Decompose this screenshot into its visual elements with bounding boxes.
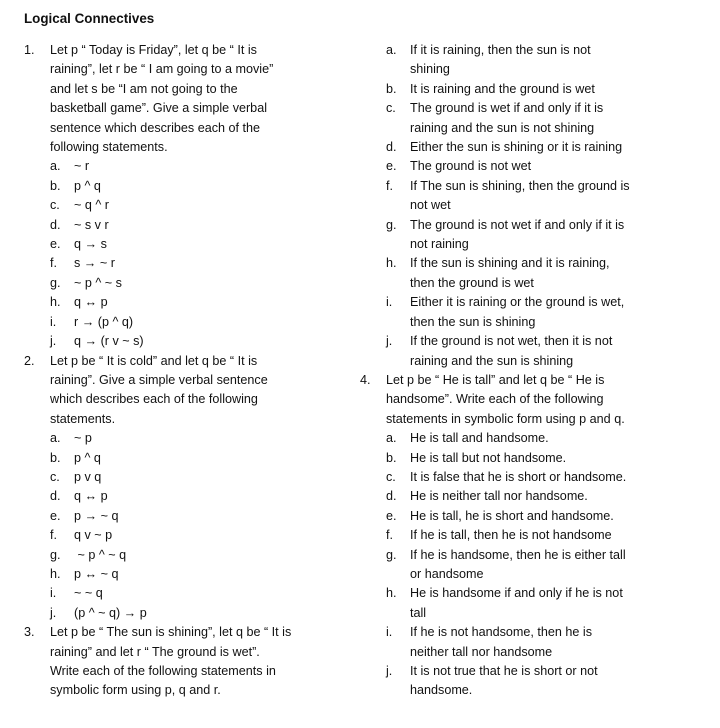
list-item bbox=[360, 507, 652, 526]
list-item bbox=[24, 487, 316, 506]
item-text: q → s bbox=[74, 237, 107, 252]
list-item bbox=[24, 507, 316, 526]
text-line: then the ground is wet bbox=[410, 275, 534, 290]
item-letter: e. bbox=[386, 159, 397, 174]
text-line: He is tall and handsome. bbox=[410, 431, 549, 446]
item-letter: i. bbox=[50, 314, 57, 329]
item-letter: i. bbox=[386, 295, 393, 310]
text-line: It is raining and the ground is wet bbox=[410, 81, 595, 96]
item-letter: b. bbox=[50, 178, 61, 193]
list-item bbox=[360, 177, 652, 216]
item-letter: h. bbox=[50, 566, 61, 581]
text-line: If he is handsome, then he is either tall bbox=[410, 547, 626, 562]
item-letter: d. bbox=[50, 217, 61, 232]
text-line: or handsome bbox=[410, 566, 484, 581]
item-letter: d. bbox=[386, 140, 397, 155]
text-line: Either the sun is shining or it is raining bbox=[410, 140, 623, 155]
list-item bbox=[24, 449, 316, 468]
text-line: neither tall nor handsome bbox=[410, 644, 553, 659]
item-text: p → ~ q bbox=[74, 508, 119, 523]
text-line: symbolic form using p, q and r. bbox=[50, 683, 221, 698]
list-item bbox=[24, 332, 316, 351]
list-item bbox=[360, 332, 652, 371]
item-letter: a. bbox=[386, 431, 397, 446]
list-item bbox=[24, 565, 316, 584]
list-item bbox=[24, 196, 316, 215]
item-letter: g. bbox=[50, 275, 61, 290]
item-letter: i. bbox=[50, 586, 57, 601]
item-letter: a. bbox=[386, 43, 397, 57]
list-item bbox=[24, 216, 316, 235]
text-line: If the sun is shining and it is raining, bbox=[410, 256, 610, 271]
text-line: following statements. bbox=[50, 140, 168, 155]
item-letter: f. bbox=[50, 528, 57, 543]
text-line: If he is not handsome, then he is bbox=[410, 625, 593, 640]
text-line: not raining bbox=[410, 237, 469, 252]
item-letter: i. bbox=[386, 625, 393, 640]
left-column bbox=[24, 41, 316, 701]
item-text: r → (p ^ q) bbox=[74, 314, 134, 329]
list-item bbox=[360, 99, 652, 138]
list-item bbox=[360, 254, 652, 293]
list-item bbox=[360, 216, 652, 255]
list-item bbox=[24, 526, 316, 545]
list-item bbox=[24, 293, 316, 312]
list-item bbox=[360, 623, 652, 662]
item-letter: f. bbox=[386, 528, 393, 543]
question-3 bbox=[24, 623, 316, 701]
item-letter: h. bbox=[386, 256, 397, 271]
item-letter: a. bbox=[50, 159, 61, 174]
item-text: ~ p ^ ~ q bbox=[74, 547, 127, 562]
text-line: Let p be “ He is tall” and let q be “ He is bbox=[386, 372, 605, 387]
item-letter: b. bbox=[50, 450, 61, 465]
question-4 bbox=[360, 371, 652, 429]
text-line: handsome. bbox=[410, 683, 473, 698]
item-letter: b. bbox=[386, 450, 397, 465]
item-letter: c. bbox=[386, 469, 396, 484]
list-item bbox=[360, 293, 652, 332]
item-letter: g. bbox=[386, 217, 397, 232]
item-text: ~ q ^ r bbox=[74, 198, 109, 213]
text-line: statements. bbox=[50, 411, 116, 426]
text-line: He is handsome if and only if he is not bbox=[410, 586, 623, 601]
question-number: 4. bbox=[360, 372, 371, 387]
text-line: shining bbox=[410, 62, 450, 77]
list-item bbox=[24, 313, 316, 332]
item-text: q v ~ p bbox=[74, 528, 113, 543]
item-text: q ↔ p bbox=[74, 489, 108, 504]
text-line: The ground is wet if and only if it is bbox=[410, 101, 604, 116]
list-item bbox=[24, 468, 316, 487]
list-item bbox=[360, 449, 652, 468]
text-line: It is not true that he is short or not bbox=[410, 664, 598, 678]
list-item bbox=[24, 235, 316, 254]
text-line: Either it is raining or the ground is wet, bbox=[410, 295, 625, 310]
text-line: If the ground is not wet, then it is not bbox=[410, 334, 613, 349]
item-letter: c. bbox=[50, 469, 60, 484]
item-letter: f. bbox=[50, 256, 57, 271]
item-letter: j. bbox=[50, 605, 57, 620]
document-title: Logical Connectives bbox=[24, 11, 155, 26]
item-text: q → (r v ~ s) bbox=[74, 334, 144, 349]
list-item bbox=[360, 157, 652, 176]
list-item bbox=[360, 80, 652, 99]
item-letter: g. bbox=[50, 547, 61, 562]
list-item bbox=[360, 546, 652, 585]
question-number: 3. bbox=[24, 625, 35, 640]
text-line: then the sun is shining bbox=[410, 314, 536, 329]
text-line: tall bbox=[410, 605, 427, 620]
list-item bbox=[24, 429, 316, 448]
item-letter: e. bbox=[50, 237, 61, 252]
list-item bbox=[360, 429, 652, 448]
list-item bbox=[360, 468, 652, 487]
question-text bbox=[386, 371, 652, 429]
item-text: p ↔ ~ q bbox=[74, 566, 119, 581]
item-letter: j. bbox=[386, 664, 393, 678]
question-text bbox=[50, 623, 316, 701]
list-item bbox=[24, 584, 316, 603]
text-line: The ground is not wet if and only if it is bbox=[410, 217, 625, 232]
list-item bbox=[24, 177, 316, 196]
item-letter: d. bbox=[50, 489, 61, 504]
text-line: If it is raining, then the sun is not bbox=[410, 43, 591, 57]
item-letter: d. bbox=[386, 489, 397, 504]
text-line: handsome”. Write each of the following bbox=[386, 392, 604, 407]
item-letter: j. bbox=[50, 334, 57, 349]
list-item bbox=[360, 526, 652, 545]
text-line: He is neither tall nor handsome. bbox=[410, 489, 588, 504]
text-line: raining”, let r be “ I am going to a movie” bbox=[50, 62, 274, 77]
item-letter: c. bbox=[386, 101, 396, 116]
text-line: and let s be “I am not going to the bbox=[50, 81, 238, 96]
question-number: 1. bbox=[24, 43, 35, 57]
list-item bbox=[360, 584, 652, 623]
item-letter: j. bbox=[386, 334, 393, 349]
list-item bbox=[360, 41, 652, 80]
text-line: raining and the sun is shining bbox=[410, 353, 574, 368]
item-text: ~ r bbox=[74, 159, 90, 174]
text-line: which describes each of the following bbox=[50, 392, 258, 407]
item-text: s → ~ r bbox=[74, 256, 115, 271]
text-line: not wet bbox=[410, 198, 451, 213]
list-item bbox=[24, 274, 316, 293]
question-1 bbox=[24, 41, 316, 157]
item-letter: h. bbox=[386, 586, 397, 601]
item-text: ~ ~ q bbox=[74, 586, 103, 601]
text-line: sentence which describes each of the bbox=[50, 120, 261, 135]
text-line: Let p be “ The sun is shining”, let q be “ It is bbox=[50, 625, 292, 640]
text-line: He is tall, he is short and handsome. bbox=[410, 508, 614, 523]
text-line: It is false that he is short or handsome. bbox=[410, 469, 627, 484]
item-letter: b. bbox=[386, 81, 397, 96]
text-line: Let p “ Today is Friday”, let q be “ It is bbox=[50, 43, 257, 57]
item-letter: c. bbox=[50, 198, 60, 213]
item-letter: a. bbox=[50, 431, 61, 446]
text-line: raining” and let r “ The ground is wet”. bbox=[50, 644, 260, 659]
item-text: q ↔ p bbox=[74, 295, 108, 310]
text-line: raining”. Give a simple verbal sentence bbox=[50, 372, 268, 387]
list-item bbox=[24, 546, 316, 565]
question-text bbox=[50, 352, 316, 430]
text-line: Let p be “ It is cold” and let q be “ It is bbox=[50, 353, 258, 368]
item-text: p ^ q bbox=[74, 178, 101, 193]
list-item bbox=[360, 487, 652, 506]
item-text: p ^ q bbox=[74, 450, 101, 465]
list-item bbox=[24, 604, 316, 623]
item-letter: f. bbox=[386, 178, 393, 193]
text-line: If The sun is shining, then the ground is bbox=[410, 178, 630, 193]
item-text: p v q bbox=[74, 469, 102, 484]
list-item bbox=[24, 254, 316, 273]
item-text: ~ s v r bbox=[74, 217, 109, 232]
text-line: Write each of the following statements in bbox=[50, 664, 276, 678]
item-text: ~ p bbox=[74, 431, 92, 446]
list-item bbox=[360, 138, 652, 157]
text-line: He is tall but not handsome. bbox=[410, 450, 567, 465]
item-letter: e. bbox=[50, 508, 61, 523]
item-letter: e. bbox=[386, 508, 397, 523]
question-text bbox=[50, 41, 316, 157]
item-text: ~ p ^ ~ s bbox=[74, 275, 122, 290]
right-column bbox=[360, 41, 652, 701]
item-letter: g. bbox=[386, 547, 397, 562]
text-line: statements in symbolic form using p and q. bbox=[386, 411, 625, 426]
text-line: If he is tall, then he is not handsome bbox=[410, 528, 612, 543]
list-item bbox=[360, 662, 652, 701]
list-item bbox=[24, 157, 316, 176]
text-line: basketball game”. Give a simple verbal bbox=[50, 101, 267, 116]
question-2 bbox=[24, 352, 316, 430]
item-text: (p ^ ~ q) → p bbox=[74, 605, 147, 620]
text-line: The ground is not wet bbox=[410, 159, 532, 174]
text-line: raining and the sun is not shining bbox=[410, 120, 595, 135]
item-letter: h. bbox=[50, 295, 61, 310]
question-number: 2. bbox=[24, 353, 35, 368]
